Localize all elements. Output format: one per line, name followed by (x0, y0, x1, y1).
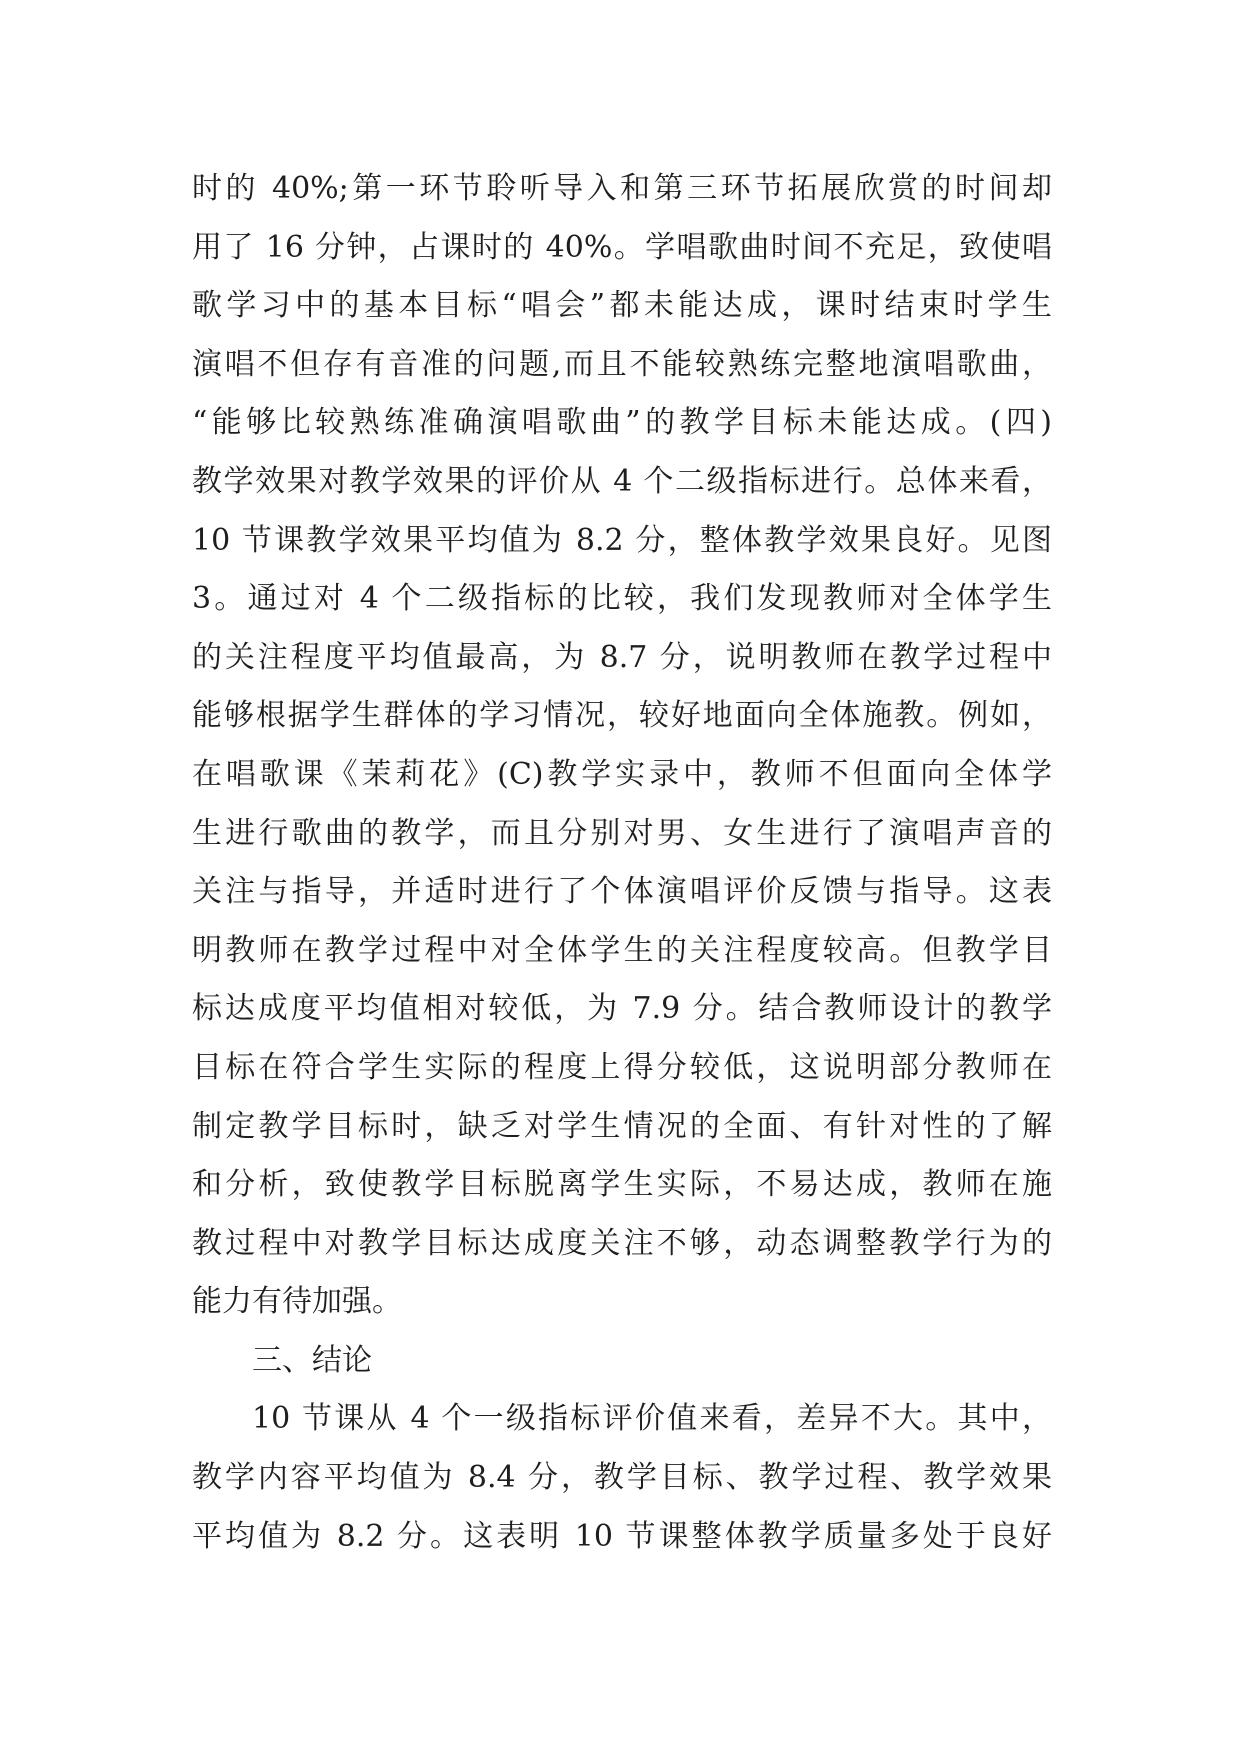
text-line: 时的 40%;第一环节聆听导入和第三环节拓展欣赏的时间却 (192, 171, 1052, 206)
text-line: 教过程中对教学目标达成度关注不够，动态调整教学行为的 (192, 1225, 1052, 1261)
text-line: 平均值为 8.2 分。这表明 10 节课整体教学质量多处于良好 (192, 1518, 1052, 1554)
text-line: 用了 16 分钟，占课时的 40%。学唱歌曲时间不充足，致使唱 (192, 229, 1052, 265)
text-line: 能力有待加强。 (192, 1284, 402, 1320)
text-line: 10 节课从 4 个一级指标评价值来看，差异不大。其中， (252, 1401, 1052, 1437)
text-line: 目标在符合学生实际的程度上得分较低，这说明部分教师在 (192, 1049, 1052, 1085)
text-line: 和分析，致使教学目标脱离学生实际，不易达成，教师在施 (192, 1167, 1052, 1203)
body-text (192, 160, 1052, 1566)
text-line: 在唱歌课《茉莉花》(C)教学实录中，教师不但面向全体学 (192, 756, 1052, 792)
text-line: 明教师在教学过程中对全体学生的关注程度较高。但教学目 (192, 932, 1052, 968)
text-line: 的关注程度平均值最高，为 8.7 分，说明教师在教学过程中 (192, 639, 1052, 675)
text-line: 生进行歌曲的教学，而且分别对男、女生进行了演唱声音的 (192, 815, 1052, 851)
text-line: 教学内容平均值为 8.4 分，教学目标、教学过程、教学效果 (192, 1460, 1052, 1496)
text-line: 标达成度平均值相对较低，为 7.9 分。结合教师设计的教学 (192, 991, 1052, 1027)
text-line: 教学效果对教学效果的评价从 4 个二级指标进行。总体来看， (192, 463, 1052, 499)
text-line: 歌学习中的基本目标“唱会”都未能达成，课时结束时学生 (192, 288, 1052, 324)
text-line: “能够比较熟练准确演唱歌曲”的教学目标未能达成。(四) (192, 405, 1052, 441)
text-line: 关注与指导，并适时进行了个体演唱评价反馈与指导。这表 (192, 874, 1052, 910)
section-heading: 三、结论 (252, 1342, 372, 1378)
text-line: 演唱不但存有音准的问题,而且不能较熟练完整地演唱歌曲， (192, 346, 1052, 382)
text-line: 能够根据学生群体的学习情况，较好地面向全体施教。例如， (192, 698, 1052, 734)
text-line: 制定教学目标时，缺乏对学生情况的全面、有针对性的了解 (192, 1108, 1052, 1144)
text-line: 3。通过对 4 个二级指标的比较，我们发现教师对全体学生 (192, 581, 1052, 617)
text-line: 10 节课教学效果平均值为 8.2 分，整体教学效果良好。见图 (192, 522, 1052, 558)
